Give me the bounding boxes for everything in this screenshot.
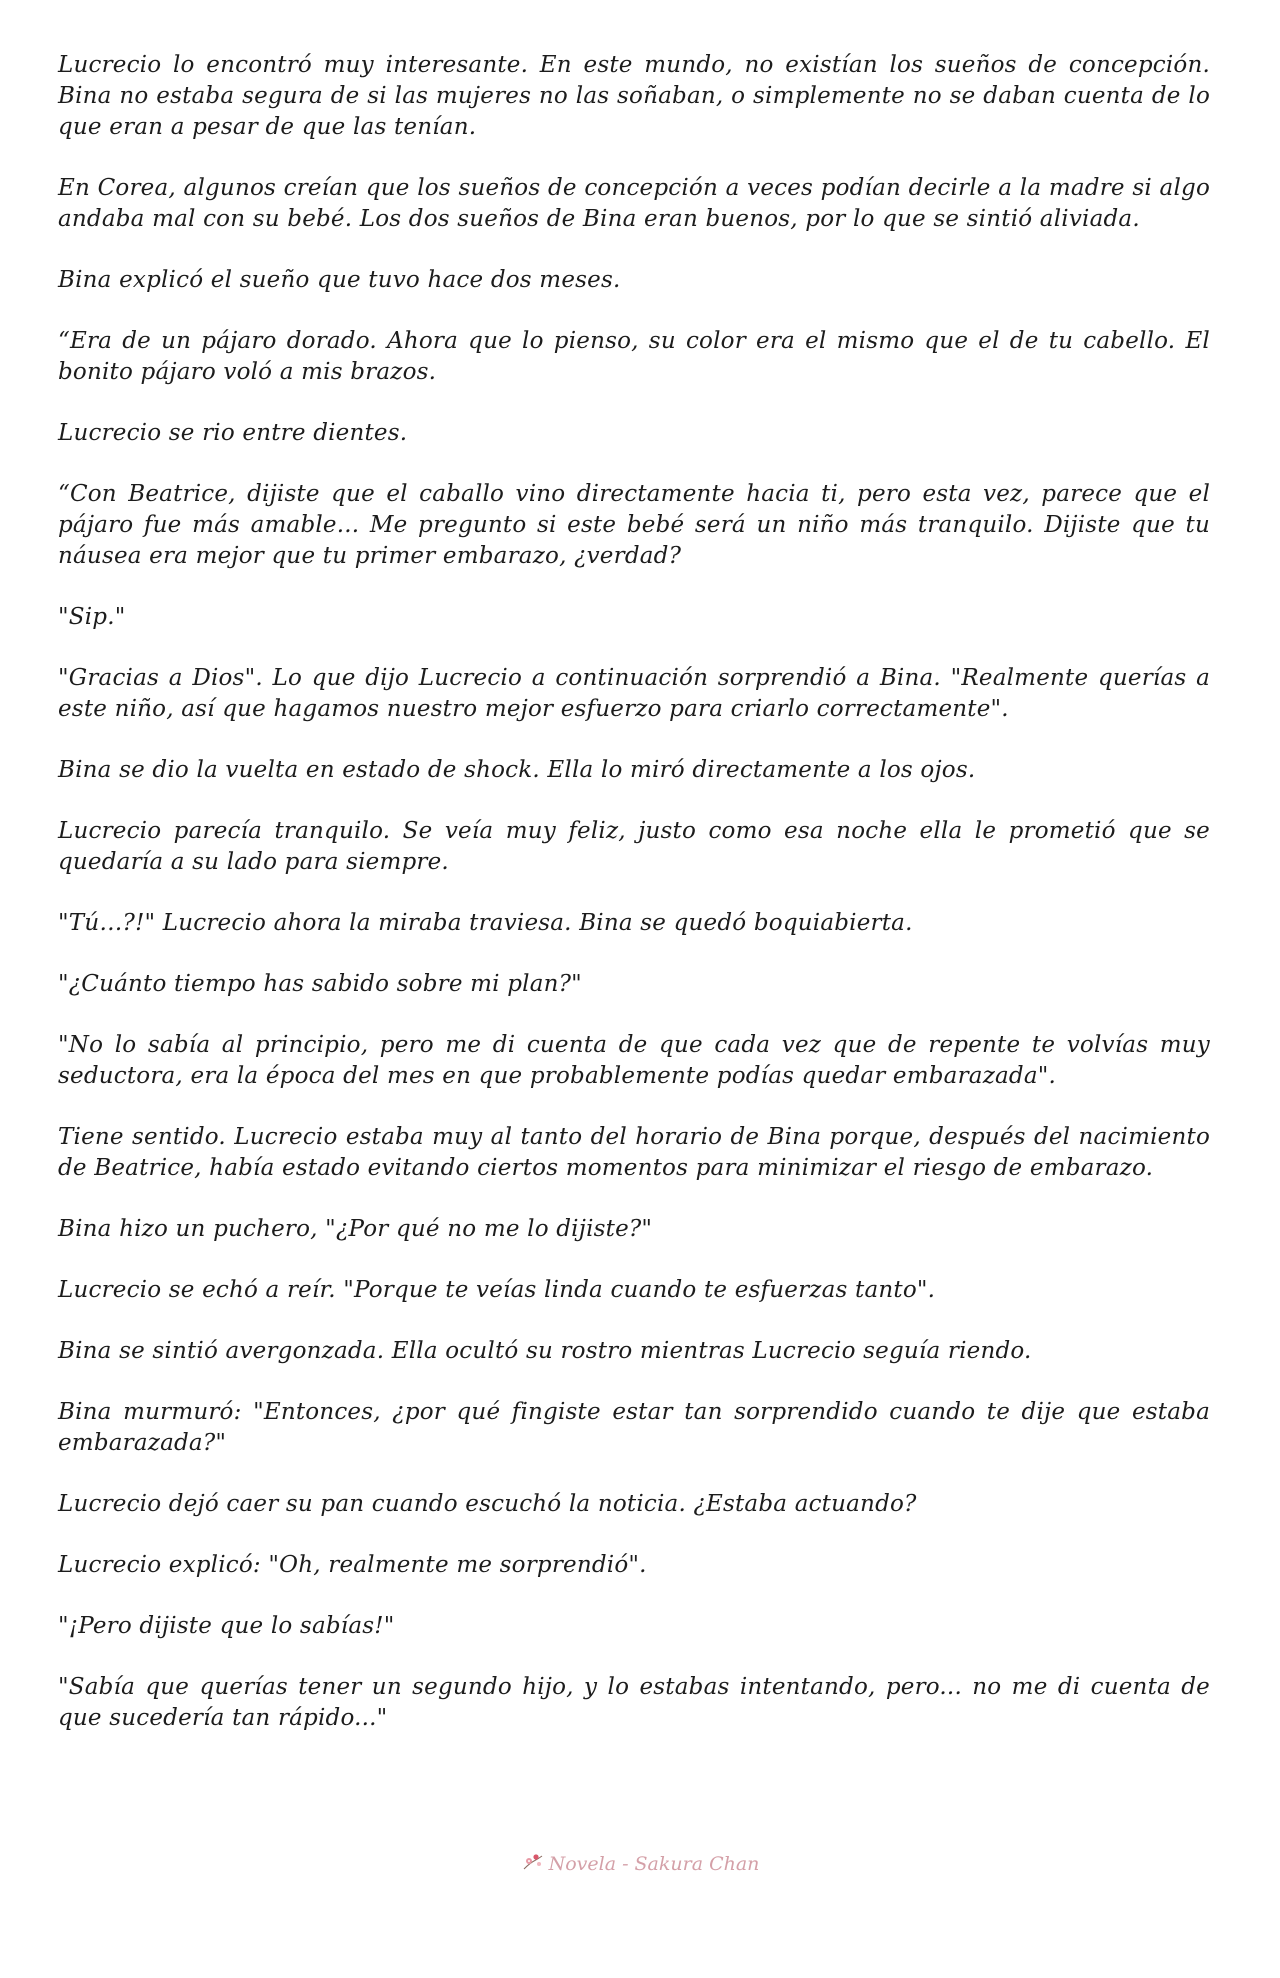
paragraph: Lucrecio se rio entre dientes. <box>58 420 408 446</box>
document-body <box>58 50 1210 1764</box>
paragraph: Bina se sintió avergonzada. Ella ocultó su rostro mientras Lucrecio seguía riendo. <box>58 1338 1032 1364</box>
paragraph: Lucrecio se echó a reír. "Porque te veías linda cuando te esfuerzas tanto". <box>58 1277 936 1303</box>
paragraph: Lucrecio dejó caer su pan cuando escuchó la noticia. ¿Estaba actuando? <box>58 1491 917 1517</box>
watermark-text: Novela - Sakura Chan <box>548 1853 760 1875</box>
paragraph: Bina murmuró: "Entonces, ¿por qué fingiste estar tan sorprendido cuando te dije que estaba embarazada?" <box>58 1399 1210 1456</box>
paragraph: Bina hizo un puchero, "¿Por qué no me lo dijiste?" <box>58 1216 653 1242</box>
watermark-footer <box>0 1852 1280 1875</box>
paragraph: Bina se dio la vuelta en estado de shock. Ella lo miró directamente a los ojos. <box>58 757 976 783</box>
cherry-blossom-icon <box>521 1852 545 1872</box>
paragraph: "Sabía que querías tener un segundo hijo, y lo estabas intentando, pero... no me di cuenta de que sucedería tan rápido..." <box>58 1674 1210 1731</box>
paragraph: "Tú…?!" Lucrecio ahora la miraba traviesa. Bina se quedó boquiabierta. <box>58 910 913 936</box>
paragraph: "¿Cuánto tiempo has sabido sobre mi plan?" <box>58 971 582 997</box>
paragraph: “Con Beatrice, dijiste que el caballo vino directamente hacia ti, pero esta vez, parece que el pájaro fue más amable... Me pregunto si este bebé será un niño más tranquilo. Dijiste que tu náusea era mejor que tu primer embarazo, ¿verdad? <box>58 481 1210 569</box>
paragraph: "¡Pero dijiste que lo sabías!" <box>58 1613 395 1639</box>
paragraph: Lucrecio parecía tranquilo. Se veía muy feliz, justo como esa noche ella le prometió que se quedaría a su lado para siempre. <box>58 818 1210 875</box>
paragraph: "Sip." <box>58 604 126 630</box>
paragraph: Tiene sentido. Lucrecio estaba muy al tanto del horario de Bina porque, después del nacimiento de Beatrice, había estado evitando ciertos momentos para minimizar el riesgo de embarazo. <box>58 1124 1210 1181</box>
paragraph: Lucrecio lo encontró muy interesante. En este mundo, no existían los sueños de concepción. Bina no estaba segura de si las mujeres no las soñaban, o simplemente no se daban cuenta de lo que eran a pesar de que las tenían. <box>58 52 1210 140</box>
paragraph: En Corea, algunos creían que los sueños de concepción a veces podían decirle a la madre si algo andaba mal con su bebé. Los dos sueños de Bina eran buenos, por lo que se sintió aliviada. <box>58 175 1210 232</box>
paragraph: Lucrecio explicó: "Oh, realmente me sorprendió". <box>58 1552 647 1578</box>
paragraph: Bina explicó el sueño que tuvo hace dos meses. <box>58 267 621 293</box>
paragraph: "No lo sabía al principio, pero me di cuenta de que cada vez que de repente te volvías muy seductora, era la época del mes en que probablemente podías quedar embarazada". <box>58 1032 1210 1089</box>
paragraph: "Gracias a Dios". Lo que dijo Lucrecio a continuación sorprendió a Bina. "Realmente querías a este niño, así que hagamos nuestro mejor esfuerzo para criarlo correctamente". <box>58 665 1210 722</box>
paragraph: “Era de un pájaro dorado. Ahora que lo pienso, su color era el mismo que el de tu cabello. El bonito pájaro voló a mis brazos. <box>58 328 1210 385</box>
